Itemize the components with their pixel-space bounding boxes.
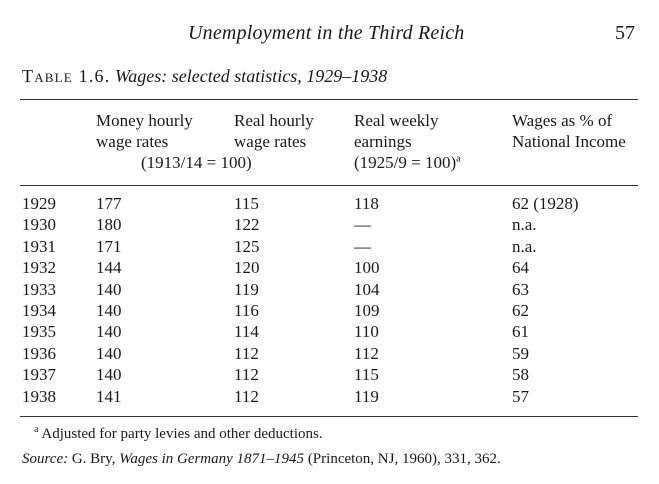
money-hourly-cell: 141 — [96, 386, 122, 406]
money-hourly-cell: 140 — [96, 343, 122, 363]
real-hourly-cell: 112 — [234, 365, 259, 385]
column-header-base-text: (1925/9 = 100) — [354, 153, 457, 172]
real-weekly-cell: 109 — [354, 300, 380, 320]
table-row — [0, 300, 659, 321]
year-cell: 1930 — [22, 215, 56, 235]
column-header-line: Real weekly — [354, 111, 439, 130]
column-header-line: Wages as % of — [512, 111, 613, 130]
year-cell: 1933 — [22, 279, 56, 299]
table-row — [0, 193, 659, 214]
header-rule — [20, 185, 638, 186]
table-row — [0, 343, 659, 364]
year-cell: 1931 — [22, 236, 56, 256]
real-weekly-cell: 110 — [354, 322, 379, 342]
page-number: 57 — [615, 22, 635, 44]
real-hourly-cell: 120 — [234, 258, 260, 278]
wage-share-cell: 63 — [512, 279, 529, 299]
money-hourly-cell: 177 — [96, 194, 122, 213]
table-body — [0, 193, 659, 407]
wage-share-cell: 62 (1928) — [512, 194, 579, 213]
column-header-line: Real hourly — [234, 111, 314, 130]
real-weekly-cell: 115 — [354, 365, 379, 385]
running-head — [0, 22, 659, 48]
wage-share-cell: n.a. — [512, 236, 537, 256]
real-hourly-cell: 116 — [234, 300, 259, 320]
column-header-money-hourly — [96, 110, 252, 173]
wage-share-cell: 62 — [512, 300, 529, 320]
column-header-line: earnings — [354, 132, 412, 151]
column-header-line: National Income — [512, 132, 626, 151]
money-hourly-cell: 140 — [96, 365, 122, 385]
money-hourly-cell: 144 — [96, 258, 122, 278]
footnote-marker: a — [456, 153, 461, 165]
real-weekly-cell: 112 — [354, 343, 379, 363]
money-hourly-cell: 140 — [96, 322, 122, 342]
real-hourly-cell: 112 — [234, 343, 259, 363]
real-weekly-cell: 100 — [354, 258, 380, 278]
year-cell: 1934 — [22, 300, 56, 320]
column-header-line: Money hourly — [96, 111, 193, 130]
real-hourly-cell: 125 — [234, 236, 260, 256]
table-row — [0, 257, 659, 278]
footnote-marker: a — [34, 424, 39, 435]
table-row — [0, 214, 659, 235]
top-rule — [20, 99, 638, 100]
table-footnote — [34, 426, 323, 443]
wage-share-cell: 64 — [512, 258, 529, 278]
real-weekly-cell: 104 — [354, 279, 380, 299]
table-row — [0, 386, 659, 407]
real-hourly-cell: 114 — [234, 322, 259, 342]
real-hourly-cell: 115 — [234, 194, 259, 213]
real-weekly-cell: 119 — [354, 386, 379, 406]
table-row — [0, 279, 659, 300]
year-cell: 1935 — [22, 322, 56, 342]
table-source — [22, 451, 501, 468]
source-book-title: Wages in Germany 1871–1945 — [119, 451, 305, 467]
source-author: G. Bry, — [71, 451, 116, 467]
table-row — [0, 236, 659, 257]
wage-share-cell: n.a. — [512, 215, 537, 235]
column-header-real-hourly — [234, 110, 314, 152]
real-weekly-cell: 118 — [354, 194, 379, 213]
table-title: Wages: selected statistics, 1929–1938 — [114, 66, 388, 86]
real-hourly-cell: 122 — [234, 215, 260, 235]
year-cell: 1932 — [22, 258, 56, 278]
real-hourly-cell: 112 — [234, 386, 259, 406]
column-header-line: wage rates — [96, 132, 169, 151]
wage-share-cell: 57 — [512, 386, 529, 406]
money-hourly-cell: 180 — [96, 215, 122, 235]
column-header-line: wage rates — [234, 132, 307, 151]
wage-share-cell: 59 — [512, 343, 529, 363]
column-header-base — [354, 152, 461, 173]
real-hourly-cell: 119 — [234, 279, 259, 299]
real-weekly-cell: — — [354, 236, 371, 256]
table-row — [0, 321, 659, 342]
year-cell: 1937 — [22, 365, 56, 385]
footnote-text: Adjusted for party levies and other deductions. — [41, 426, 323, 442]
bottom-rule — [20, 416, 638, 417]
wage-share-cell: 58 — [512, 365, 529, 385]
column-header-base: (1913/14 = 100) — [141, 153, 252, 172]
money-hourly-cell: 171 — [96, 236, 122, 256]
column-header-wage-share — [512, 110, 626, 152]
year-cell: 1938 — [22, 386, 56, 406]
wage-share-cell: 61 — [512, 322, 529, 342]
running-title: Unemployment in the Third Reich — [188, 22, 465, 44]
column-header-real-weekly — [354, 110, 461, 173]
source-details: (Princeton, NJ, 1960), 331, 362. — [307, 451, 501, 467]
year-cell: 1929 — [22, 194, 56, 213]
money-hourly-cell: 140 — [96, 279, 122, 299]
source-label: Source: — [22, 451, 69, 467]
real-weekly-cell: — — [354, 215, 371, 235]
money-hourly-cell: 140 — [96, 300, 122, 320]
table-caption — [22, 66, 387, 87]
table-row — [0, 364, 659, 385]
table-label: Table 1.6. — [22, 66, 111, 86]
year-cell: 1936 — [22, 343, 56, 363]
